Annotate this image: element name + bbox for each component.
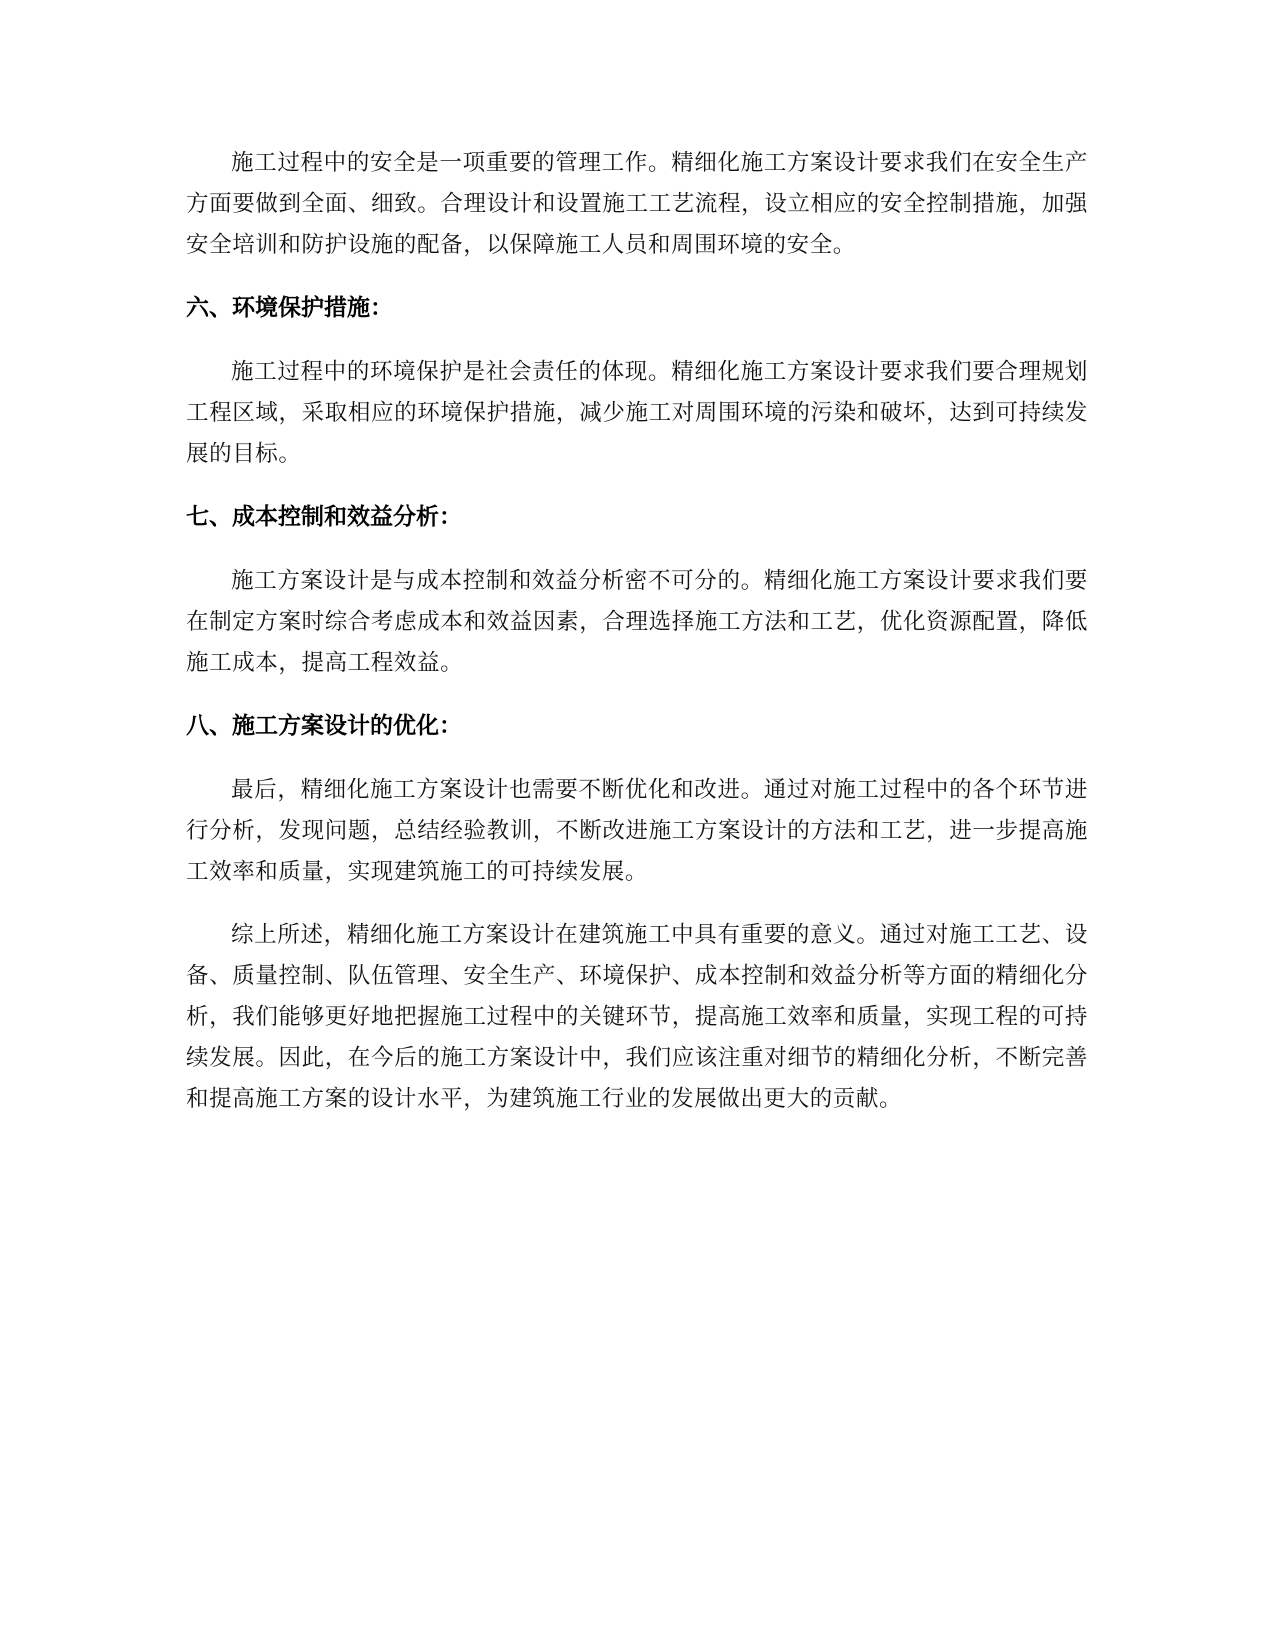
section-heading-optimization: 八、施工方案设计的优化： [186,713,462,739]
intro-paragraph: 施工过程中的安全是一项重要的管理工作。精细化施工方案设计要求我们在安全生产方面要做到全面、细致。合理设计和设置施工工艺流程，设立相应的安全控制措施，加强安全培训和防护设施的配备，以保障施工人员和周围环境的安全。 [186,150,1088,258]
conclusion-paragraph: 综上所述，精细化施工方案设计在建筑施工中具有重要的意义。通过对施工工艺、设备、质量控制、队伍管理、安全生产、环境保护、成本控制和效益分析等方面的精细化分析，我们能够更好地把握施工过程中的关键环节，提高施工效率和质量，实现工程的可持续发展。因此，在今后的施工方案设计中，我们应该注重对细节的精细化分析，不断完善和提高施工方案的设计水平，为建筑施工行业的发展做出更大的贡献。 [186,922,1088,1112]
section-paragraph-optimization: 最后，精细化施工方案设计也需要不断优化和改进。通过对施工过程中的各个环节进行分析，发现问题，总结经验教训，不断改进施工方案设计的方法和工艺，进一步提高施工效率和质量，实现建筑施工的可持续发展。 [186,777,1088,885]
document-body [186,143,1088,1120]
section-heading-cost: 七、成本控制和效益分析： [186,504,462,530]
section-heading-environment: 六、环境保护措施： [186,295,393,321]
section-paragraph-cost: 施工方案设计是与成本控制和效益分析密不可分的。精细化施工方案设计要求我们要在制定方案时综合考虑成本和效益因素，合理选择施工方法和工艺，优化资源配置，降低施工成本，提高工程效益。 [186,568,1088,676]
section-paragraph-environment: 施工过程中的环境保护是社会责任的体现。精细化施工方案设计要求我们要合理规划工程区域，采取相应的环境保护措施，减少施工对周围环境的污染和破坏，达到可持续发展的目标。 [186,359,1088,467]
